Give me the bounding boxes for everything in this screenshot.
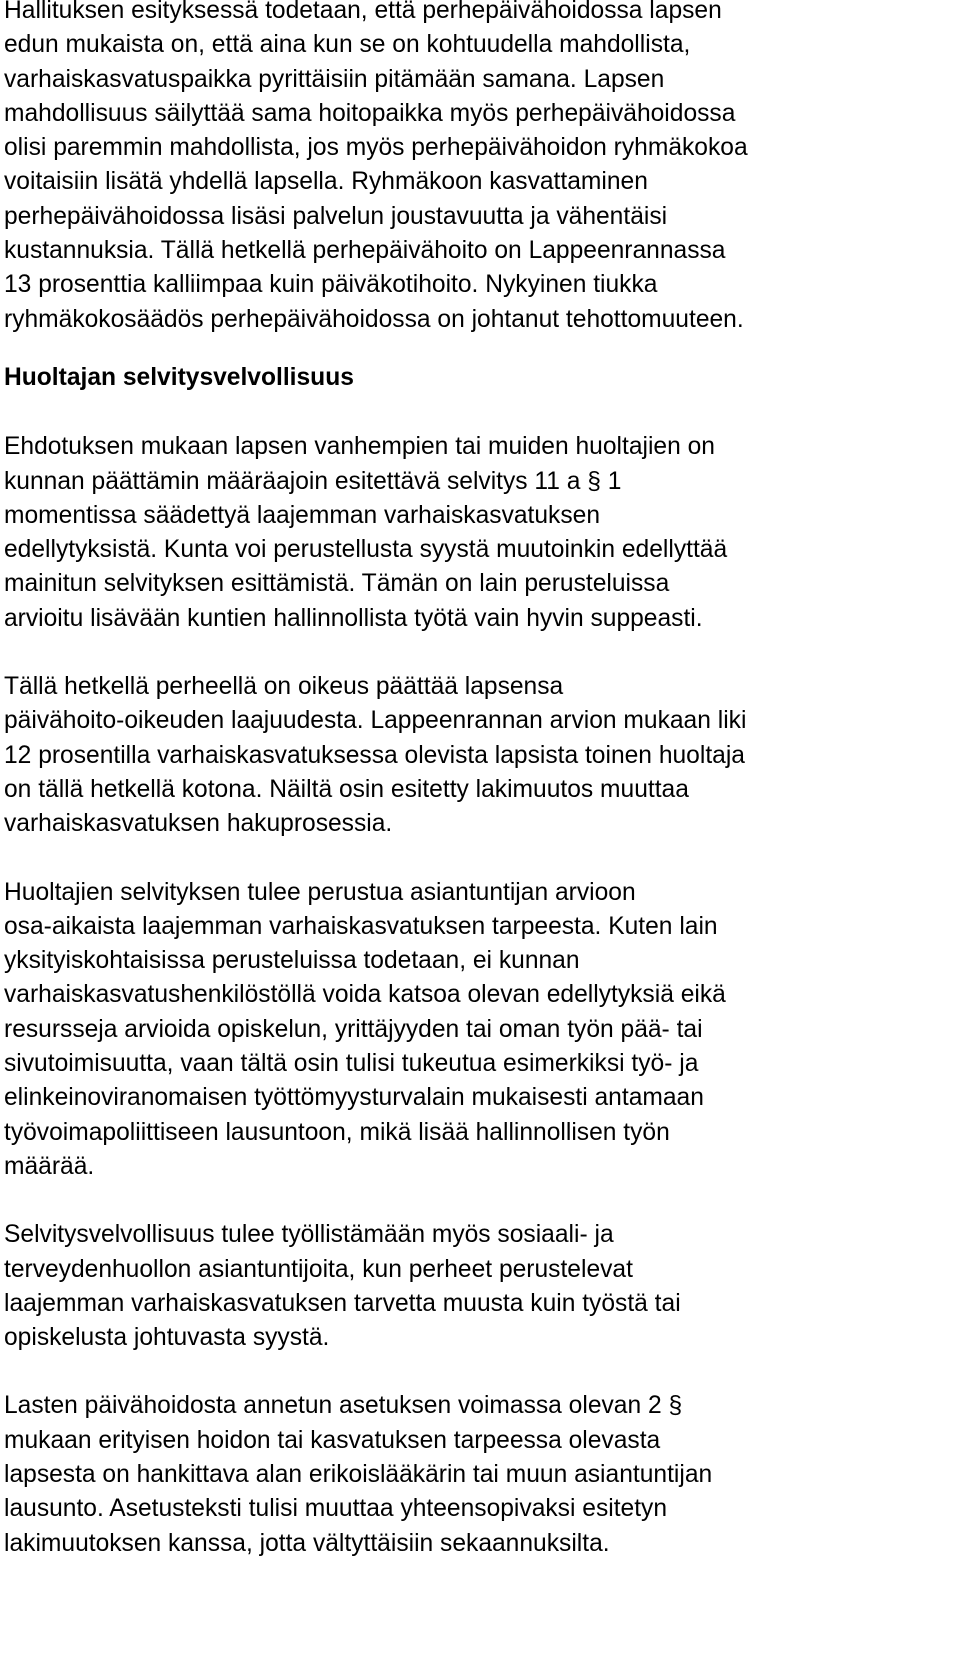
text-line: laajemman varhaiskasvatuksen tarvetta muusta kuin työstä tai bbox=[4, 1289, 681, 1317]
paragraph-current-right bbox=[4, 670, 930, 841]
text-line: varhaiskasvatuksen hakuprosessia. bbox=[4, 810, 393, 838]
text-line: 13 prosenttia kalliimpaa kuin päiväkotihoito. Nykyinen tiukka bbox=[4, 271, 658, 299]
paragraph-group-size bbox=[4, 0, 930, 337]
text-line: on tällä hetkellä kotona. Näiltä osin esitetty lakimuutos muuttaa bbox=[4, 775, 689, 803]
paragraph-guardian-statement bbox=[4, 430, 930, 636]
text-line: 12 prosentilla varhaiskasvatuksessa olevista lapsista toinen huoltaja bbox=[4, 741, 745, 769]
text-line: Selvitysvelvollisuus tulee työllistämään myös sosiaali- ja bbox=[4, 1221, 614, 1249]
text-line: perhepäivähoidossa lisäsi palvelun joustavuutta ja vähentäisi bbox=[4, 202, 668, 230]
text-line: momentissa säädettyä laajemman varhaiskasvatuksen bbox=[4, 501, 601, 529]
text-line: resursseja arvioida opiskelun, yrittäjyyden tai oman työn pää- tai bbox=[4, 1015, 703, 1043]
text-line: elinkeinoviranomaisen työttömyysturvalain mukaisesti antamaan bbox=[4, 1084, 704, 1112]
text-line: työvoimapoliittiseen lausuntoon, mikä lisää hallinnollisen työn bbox=[4, 1118, 670, 1146]
text-line: sivutoimisuutta, vaan tältä osin tulisi tukeutua esimerkiksi työ- ja bbox=[4, 1050, 699, 1078]
text-line: päivähoito-oikeuden laajuudesta. Lappeenrannan arvion mukaan liki bbox=[4, 707, 747, 735]
text-line: osa-aikaista laajemman varhaiskasvatuksen tarpeesta. Kuten lain bbox=[4, 912, 718, 940]
text-line: yksityiskohtaisissa perusteluissa todetaan, ei kunnan bbox=[4, 947, 580, 975]
text-line: lausunto. Asetusteksti tulisi muuttaa yhteensopivaksi esitetyn bbox=[4, 1495, 668, 1523]
text-line: Tällä hetkellä perheellä on oikeus päättää lapsensa bbox=[4, 673, 564, 701]
text-line: kunnan päättämin määräajoin esitettävä selvitys 11 a § 1 bbox=[4, 467, 622, 495]
text-line: mainitun selvityksen esittämistä. Tämän on lain perusteluissa bbox=[4, 570, 670, 598]
text-line: edun mukaista on, että aina kun se on kohtuudella mahdollista, bbox=[4, 31, 691, 59]
paragraph-expert-assessment bbox=[4, 876, 930, 1185]
text-line: edellytyksistä. Kunta voi perustellusta syystä muutoinkin edellyttää bbox=[4, 536, 728, 564]
text-line: Hallituksen esityksessä todetaan, että perhepäivähoidossa lapsen bbox=[4, 0, 722, 24]
text-line: opiskelusta johtuvasta syystä. bbox=[4, 1324, 330, 1352]
section-heading: Huoltajan selvitysvelvollisuus bbox=[4, 363, 354, 391]
text-line: kustannuksia. Tällä hetkellä perhepäivähoito on Lappeenrannassa bbox=[4, 237, 726, 265]
paragraph-social-health bbox=[4, 1218, 930, 1355]
text-line: arvioitu lisävään kuntien hallinnollista työtä vain hyvin suppeasti. bbox=[4, 604, 703, 632]
text-line: terveydenhuollon asiantuntijoita, kun perheet perustelevat bbox=[4, 1255, 633, 1283]
text-line: mahdollisuus säilyttää sama hoitopaikka myös perhepäivähoidossa bbox=[4, 99, 736, 127]
text-line: lakimuutoksen kanssa, jotta vältyttäisiin sekaannuksilta. bbox=[4, 1529, 610, 1557]
text-line: Lasten päivähoidosta annetun asetuksen voimassa olevan 2 § bbox=[4, 1392, 683, 1420]
text-line: varhaiskasvatushenkilöstöllä voida katsoa olevan edellytyksiä eikä bbox=[4, 981, 726, 1009]
text-line: olisi paremmin mahdollista, jos myös perhepäivähoidon ryhmäkokoa bbox=[4, 134, 748, 162]
text-line: Huoltajien selvityksen tulee perustua asiantuntijan arvioon bbox=[4, 878, 636, 906]
paragraph-decree bbox=[4, 1389, 930, 1560]
text-line: varhaiskasvatuspaikka pyrittäisiin pitämään samana. Lapsen bbox=[4, 65, 665, 93]
text-line: mukaan erityisen hoidon tai kasvatuksen tarpeessa olevasta bbox=[4, 1426, 661, 1454]
text-line: lapsesta on hankittava alan erikoislääkärin tai muun asiantuntijan bbox=[4, 1460, 713, 1488]
text-line: ryhmäkokosäädös perhepäivähoidossa on johtanut tehottomuuteen. bbox=[4, 305, 744, 333]
text-line: voitaisiin lisätä yhdellä lapsella. Ryhmäkoon kasvattaminen bbox=[4, 168, 648, 196]
text-line: määrää. bbox=[4, 1152, 95, 1180]
text-line: Ehdotuksen mukaan lapsen vanhempien tai muiden huoltajien on bbox=[4, 433, 715, 461]
